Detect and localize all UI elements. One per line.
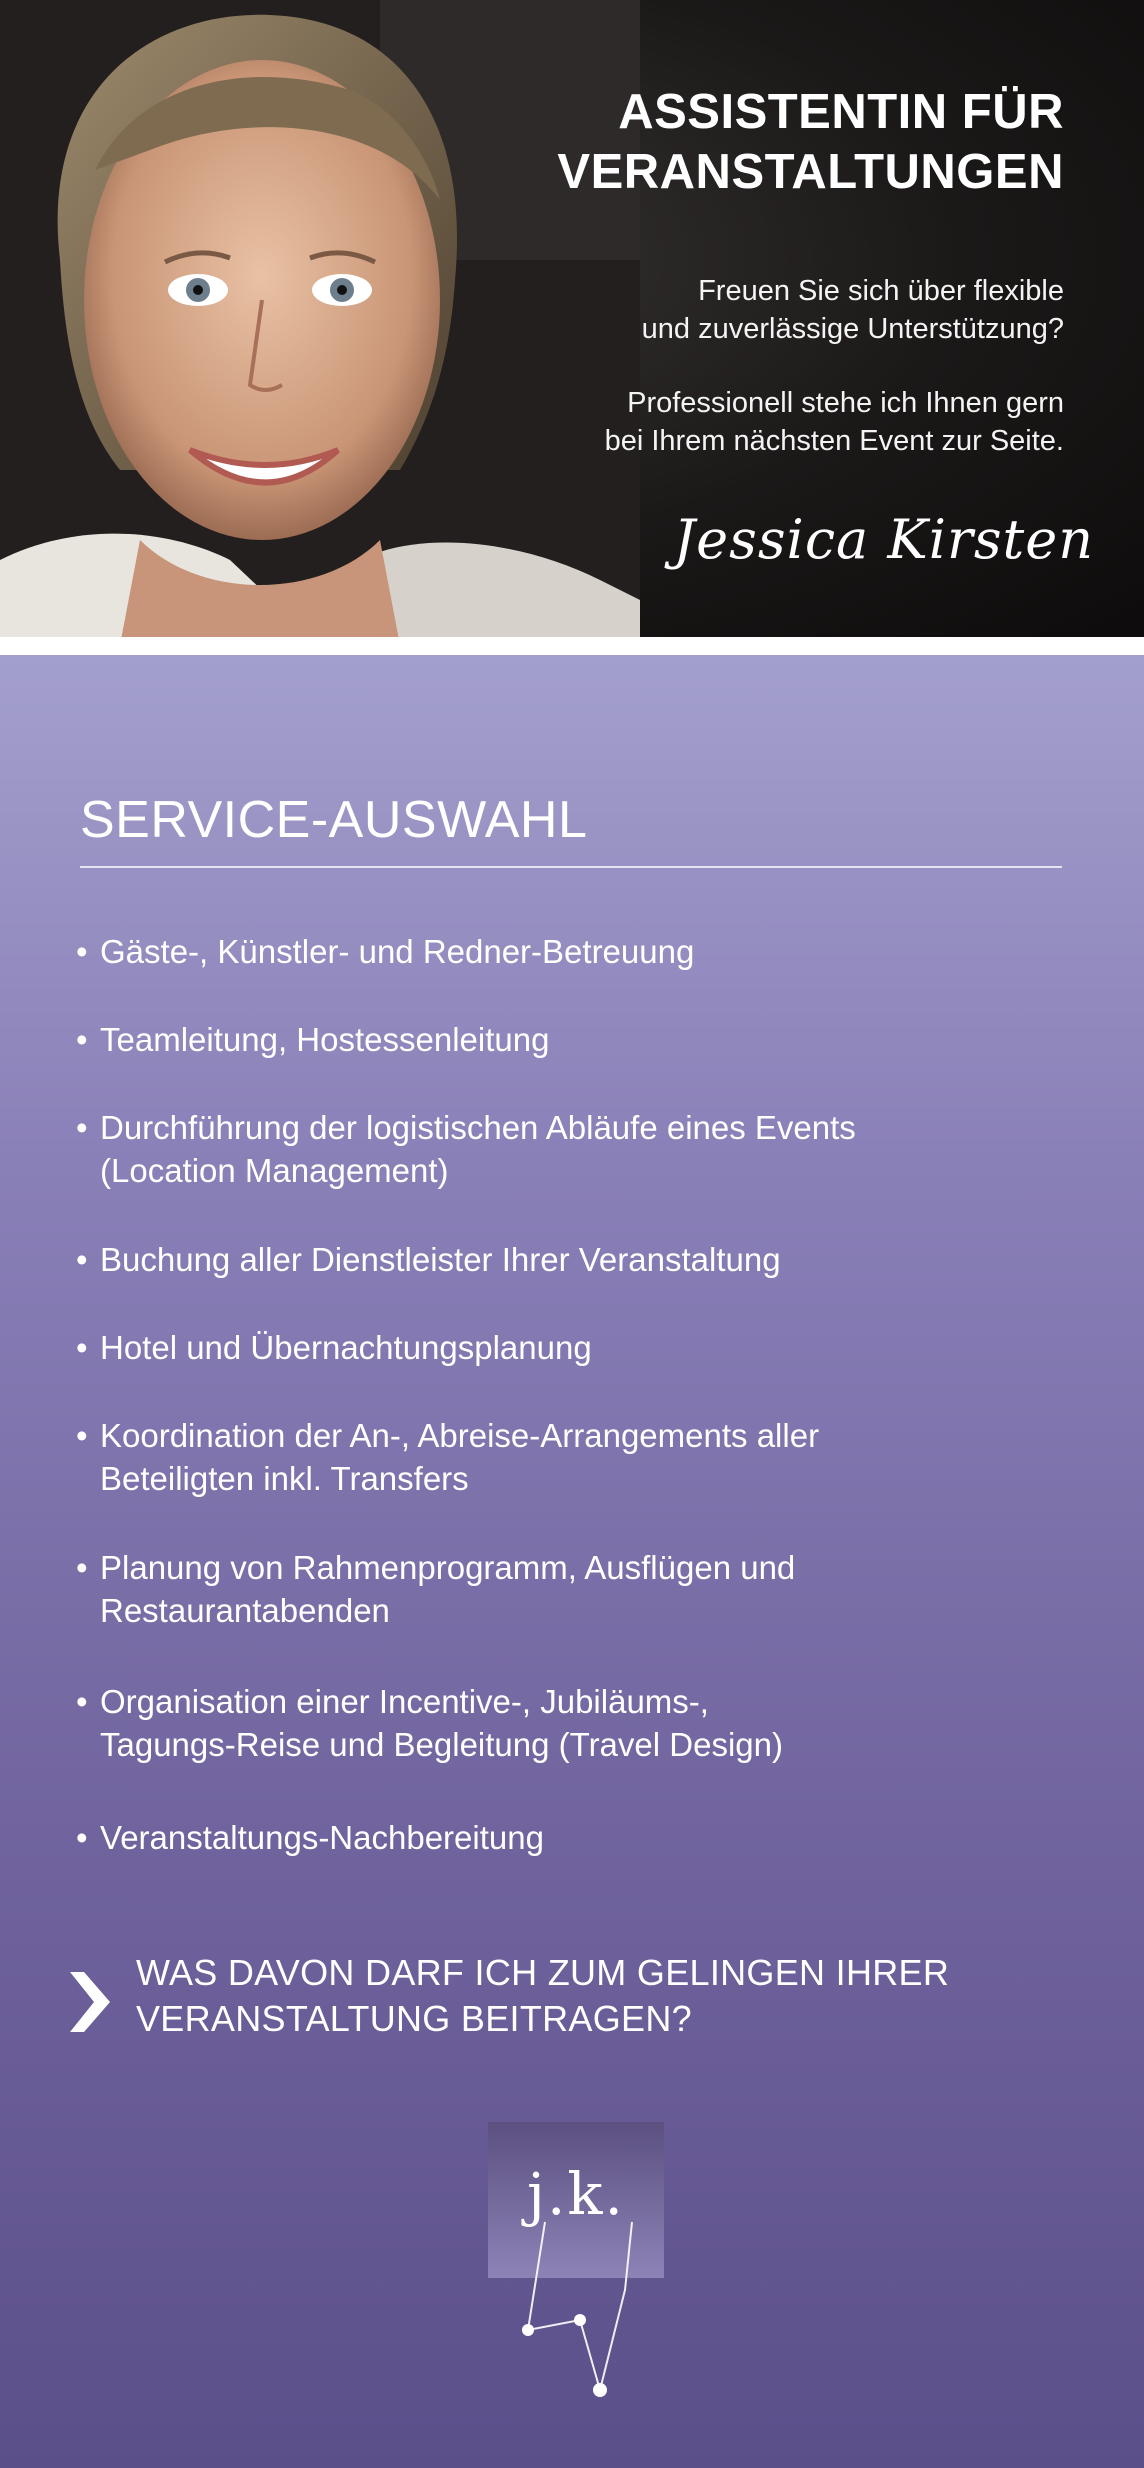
hero-paragraph-1 (504, 272, 1064, 348)
service-item-text: Organisation einer Incentive-, Jubiläums-, Tagungs-Reise und Begleitung (Travel Design) (100, 1683, 783, 1763)
service-item (76, 1816, 1086, 1859)
service-item (76, 1018, 1086, 1061)
divider-band (0, 637, 1144, 655)
hero-paragraph-2-line-1: Professionell stehe ich Ihnen gern (627, 387, 1064, 419)
service-item-text: Planung von Rahmenprogramm, Ausflügen und Restaurantabenden (100, 1549, 796, 1629)
hero-section (0, 0, 1144, 645)
hero-paragraph-2-line-2: bei Ihrem nächsten Event zur Seite. (604, 425, 1064, 457)
bullet-icon: • (76, 933, 88, 970)
bullet-icon: • (76, 1241, 88, 1278)
bullet-icon: • (76, 1683, 88, 1720)
service-item (76, 1414, 1086, 1500)
service-item (76, 1546, 1086, 1632)
service-item (76, 1238, 1086, 1281)
service-item-text: Veranstaltungs-Nachbereitung (100, 1819, 544, 1856)
service-item-text: Buchung aller Dienstleister Ihrer Veranstaltung (100, 1241, 781, 1278)
hero-title-line-1: ASSISTENTIN FÜR (618, 85, 1064, 139)
hero-paragraph-1-line-2: und zuverlässige Unterstützung? (641, 313, 1064, 345)
service-item-text: Gäste-, Künstler- und Redner-Betreuung (100, 933, 695, 970)
service-item (76, 930, 1086, 973)
bullet-icon: • (76, 1549, 88, 1586)
heading-rule (80, 866, 1062, 868)
hero-paragraph-1-line-1: Freuen Sie sich über flexible (698, 275, 1064, 307)
service-item-text: Koordination der An-, Abreise-Arrangements aller Beteiligten inkl. Transfers (100, 1417, 820, 1497)
bullet-icon: • (76, 1109, 88, 1146)
bullet-icon: • (76, 1021, 88, 1058)
bullet-icon: • (76, 1819, 88, 1856)
hero-paragraph-2 (504, 384, 1064, 460)
service-item-text: Durchführung der logistischen Abläufe eines Events (Location Management) (100, 1109, 856, 1189)
hero-title-line-2: VERANSTALTUNGEN (557, 145, 1064, 199)
bullet-icon: • (76, 1417, 88, 1454)
service-item (76, 1106, 1086, 1192)
service-item-text: Hotel und Übernachtungsplanung (100, 1329, 592, 1366)
constellation-icon (500, 2150, 660, 2430)
service-heading: SERVICE-AUSWAHL (80, 791, 588, 849)
chevron-right-icon (70, 1972, 110, 2032)
call-to-action-text: WAS DAVON DARF ICH ZUM GELINGEN IHRER VERANSTALTUNG BEITRAGEN? (136, 1952, 950, 2039)
bullet-icon: • (76, 1329, 88, 1366)
logo-text: j.k. (526, 2160, 625, 2228)
service-item-text: Teamleitung, Hostessenleitung (100, 1021, 550, 1058)
signature: Jessica Kirsten (673, 508, 1094, 571)
hero-title (504, 82, 1064, 202)
service-item (76, 1680, 1086, 1766)
service-item (76, 1326, 1086, 1369)
